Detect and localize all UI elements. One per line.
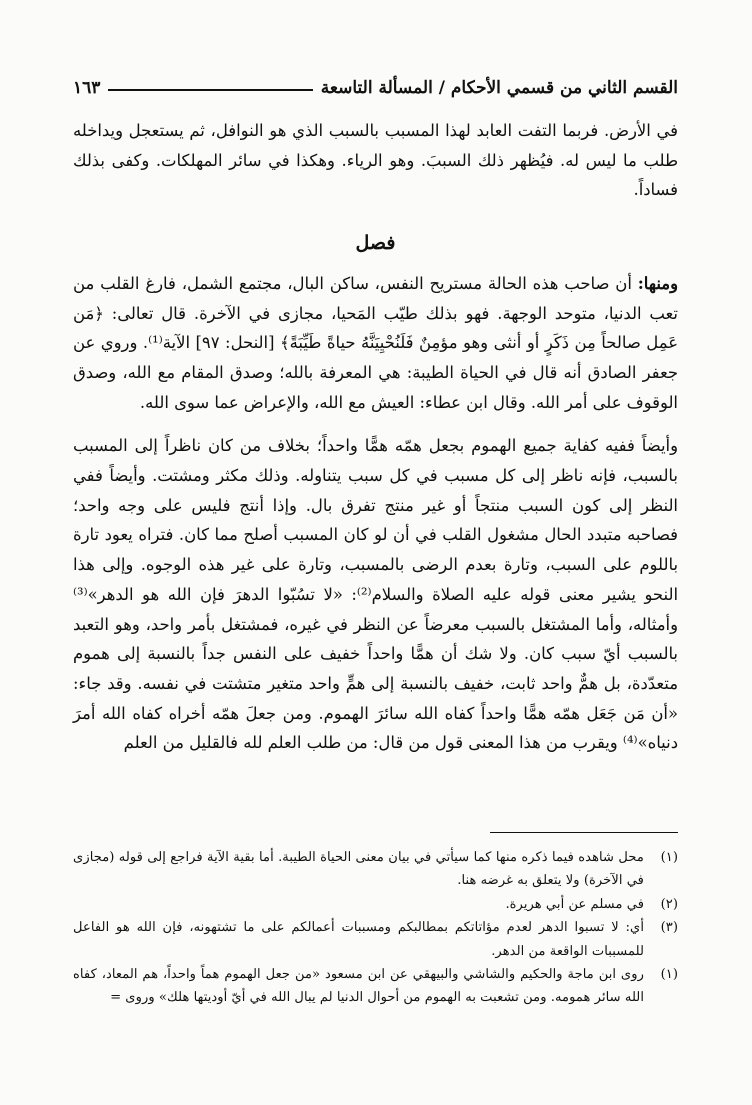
footnotes xyxy=(73,846,678,1010)
footnote-rule xyxy=(490,832,678,833)
footnote xyxy=(73,893,678,916)
running-header xyxy=(73,62,678,102)
footnote-text: محل شاهده فيما ذكره منها كما سيأتي في بيان معنى الحياة الطيبة. أما بقية الآية فراجع إلى قوله (مجازى في الآخرة) ولا يتعلق به غرضه هنا. xyxy=(73,850,644,889)
footnote-text: روى ابن ماجة والحكيم والشاشي والبيهقي عن ابن مسعود «من جعل الهموم هماً واحداً، هم المعاد، كفاه الله سائر همومه. ومن تشعبت به الهموم من أحوال الدنيا لم يبال الله في أيّ أوديتها هلك» وروى = xyxy=(73,967,644,1006)
footnote-number: (١) xyxy=(660,967,678,983)
section-title: فصل xyxy=(355,232,396,255)
footnote-number: (٣) xyxy=(660,920,678,936)
running-header-title: القسم الثاني من قسمي الأحكام / المسألة التاسعة xyxy=(320,78,678,98)
paragraph-2-lead: ومنها: xyxy=(637,273,678,293)
footnote-text: أي: لا تسبوا الدهر لعدم مؤاتاتكم بمطالبكم ومسببات أعمالكم على ما تشتهونه، فإن الله هو الفاعل للمسببات الواقعة من الدهر. xyxy=(73,920,644,959)
footnote xyxy=(73,846,678,893)
footnote-text: في مسلم عن أبي هريرة. xyxy=(505,896,644,912)
footnote xyxy=(73,916,678,963)
footnote-number: (٢) xyxy=(660,896,678,912)
paragraph-gap xyxy=(73,417,678,431)
footnote-number: (١) xyxy=(660,850,678,865)
paragraph-2 xyxy=(73,269,678,418)
main-text xyxy=(73,116,678,758)
footnote xyxy=(73,963,678,1010)
header-rule xyxy=(108,89,312,91)
page-number: ١٦٣ xyxy=(73,78,101,98)
paragraph-2-text: أن صاحب هذه الحالة مستريح النفس، ساكن البال، مجتمع الشمل، فارغ القلب من تعب الدنيا، متوحد الوجهة. فهو بذلك طيّب المَحيا، مجازى في الآخرة. قال تعالى: ﴿مَن عَمِل صالحاً مِن ذَكَرٍ أو أنثى وهو مؤمِنٌ فَلَنُحْيِيَنَّهُ حياةً طَيِّبَةً﴾ [النحل: ٩٧] الآية⁽¹⁾. وروي عن جعفر الصادق أنه قال في الحياة الطيبة: هي المعرفة بالله؛ وصدق المقام مع الله، وصدق الوقوف على أمر الله. وقال ابن عطاء: العيش مع الله، والإعراض عما سوى الله. xyxy=(73,273,678,412)
paragraph-3: وأيضاً ففيه كفاية جميع الهموم بجعل همّه همًّا واحداً؛ بخلاف من كان ناظراً إلى المسبب بالسبب، فإنه ناظر إلى كل مسبب في كل سبب يتناوله. وذلك مكثر ومشتت. وأيضاً ففي النظر إلى كون السبب منتجاً أو غير منتج تفرق بال. وإذا أنتج فليس على وجه واحد؛ فصاحبه متبدد الحال مشغول القلب في أن لو كان المسبب أصلح مما كان. فتراه يعود تارة باللوم على السبب، وتارة بعدم الرضى بالمسبب، وتارة على غير هذه الوجوه. وإلى هذا النحو يشير معنى قوله عليه الصلاة والسلام⁽²⁾: «لا تسُبّوا الدهرَ فإن الله هو الدهر»⁽³⁾ وأمثاله، وأما المشتغل بالسبب معرضاً عن النظر في غيره، فمشتغل بأمر واحد، وهو التعبد بالسبب أيّ سبب كان. ولا شك أن همًّا واحداً خفيف على النفس جداً بالنسبة إلى هموم متعدّدة، بل همٌّ واحد ثابت، خفيف بالنسبة إلى همٍّ واحد متغير متشتت في نفسه. وقد جاء: «أن مَن جَعَل همّه همًّا واحداً كفاه الله سائرَ الهموم. ومن جعلَ همّه أخراه كفاه الله أمرَ دنياه»⁽⁴⁾ ويقرب من هذا المعنى قول من قال: من طلب العلم لله فالقليل من العلم xyxy=(73,436,679,753)
opening-paragraph: في الأرض. فربما التفت العابد لهذا المسبب بالسبب الذي هو النوافل، ثم يستعجل ويداخله طلب ما ليس له. فيُظهر ذلك السببَ. وهو الرياء. وهكذا في سائر المهلكات. وكفى بذلك فساداً. xyxy=(73,121,678,200)
